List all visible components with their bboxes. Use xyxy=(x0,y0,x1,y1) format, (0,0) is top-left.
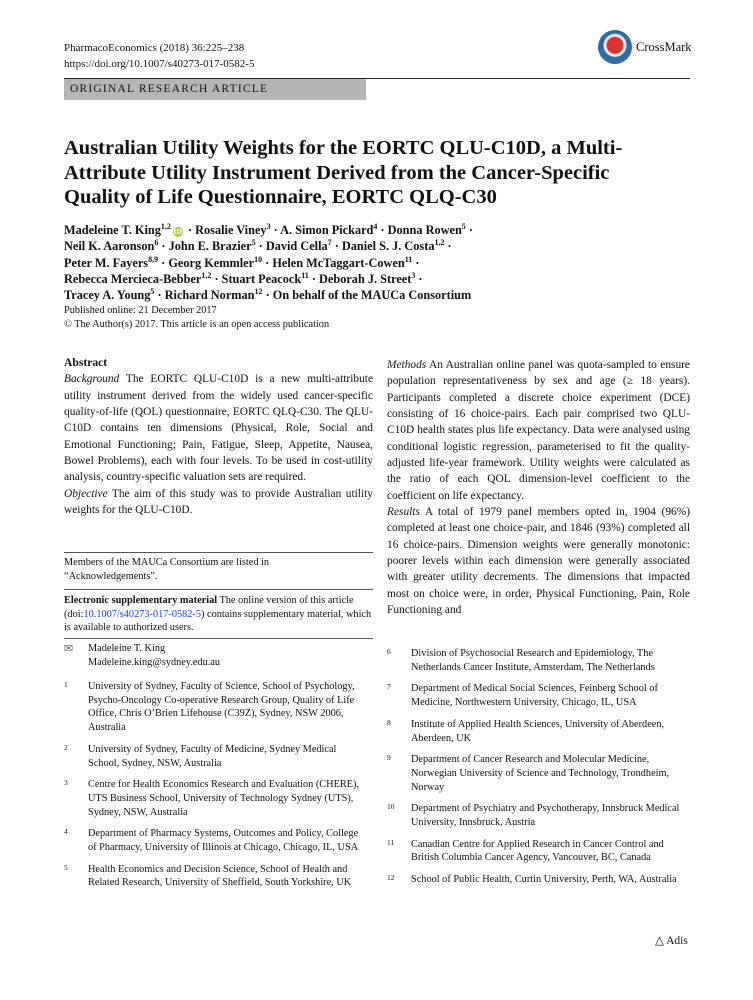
author xyxy=(342,239,445,253)
author xyxy=(266,239,332,253)
affiliation-text: Department of Medical Social Sciences, Feinberg School of Medicine, Northwestern University, Chicago, IL, USA xyxy=(411,683,658,709)
author xyxy=(165,288,263,302)
methods-label: Methods xyxy=(387,359,427,371)
author xyxy=(64,288,154,302)
author-list: Madeleine T. King$^{1,2}$iD · Rosalie Viney$^3$ · A. Simon Pickard$^4$ · Donna Rowen$^5$ · Neil K. Aaronson$^6$ · John E. Brazier$^5$ · David Cella$^7$ · Daniel S. J. Costa$^{1,2}$ · Peter M. Fayers$^{8,9}$ · Georg Kemmler$^{10}$ · Helen McTaggart-Cowen$^{11}$ · Rebecca Mercieca-Bebber$^{1,2}$ · Stuart Peacock$^{11}$ · Deborah J. Street$^3$ · Tracey A. Young$^5$ · Richard Norman$^{12}$ · On behalf of the MAUCa Consortium xyxy=(64,222,473,303)
affiliation-number: 5 xyxy=(64,862,68,872)
affiliation-text: Centre for Health Economics Research and Evaluation (CHERE), UTS Business School, University of Technology Sydney (UTS), Sydney, NSW, Australia xyxy=(88,779,360,818)
affiliation-number: 8 xyxy=(387,717,391,727)
affiliation-text: Health Economics and Decision Science, School of Health and Related Research, University of Sheffield, South Yorkshire, UK xyxy=(88,863,352,889)
author xyxy=(169,239,256,253)
author xyxy=(64,272,211,286)
author-affiliation-ref[interactable]: 1,2 xyxy=(434,238,445,248)
author-affiliation-ref[interactable]: 1,2 xyxy=(201,270,212,280)
affiliation-text: School of Public Health, Curtin University, Perth, WA, Australia xyxy=(411,874,677,886)
author-affiliation-ref[interactable]: 3 xyxy=(411,270,416,280)
background-label: Background xyxy=(64,373,120,386)
author-affiliation-ref[interactable]: 10 xyxy=(254,254,263,264)
affiliation xyxy=(64,778,364,819)
author-name: Stuart Peacock xyxy=(221,271,302,286)
affiliations-right xyxy=(387,647,687,895)
author-affiliation-ref[interactable]: 8,9 xyxy=(148,254,159,264)
publisher-name: Adis xyxy=(666,935,688,947)
corresponding-name: Madeleine T. King xyxy=(88,643,166,654)
author xyxy=(273,288,471,302)
author-name: Deborah J. Street xyxy=(319,271,412,286)
objective-text: The aim of this study was to provide Australian utility weights for the QLU-C10D. xyxy=(64,487,373,517)
author-affiliation-ref[interactable]: 6 xyxy=(154,238,159,248)
affiliation xyxy=(64,827,364,854)
publication-info xyxy=(64,304,329,331)
author-affiliation-ref[interactable]: 5 xyxy=(251,238,256,248)
author xyxy=(168,256,262,270)
esm-label: Electronic supplementary material xyxy=(64,595,218,606)
affiliation-text: Department of Pharmacy Systems, Outcomes and Policy, College of Pharmacy, University of Illinois at Chicago, Chicago, IL, USA xyxy=(88,828,359,854)
corresponding-email[interactable]: Madeleine.king@sydney.edu.au xyxy=(88,656,221,668)
affiliation xyxy=(387,753,687,794)
affiliation-number: 3 xyxy=(64,778,68,788)
author xyxy=(388,223,466,237)
background-text: The EORTC QLU-C10D is a new multi-attribute utility instrument derived from the widely used cancer-specific quality-of-life (QOL) questionnaire, EORTC QLQ-C30. The QLU-C10D contains ten dimensions (Physical, Role, Social and Emotional Functioning; Pain, Fatigue, Sleep, Appetite, Nausea, Bowel Problems), each with four levels. To be used in cost-utility analysis, country-specific valuation sets are required. xyxy=(64,373,373,484)
author-name: A. Simon Pickard xyxy=(280,223,374,237)
author-affiliation-ref[interactable]: 7 xyxy=(327,238,332,248)
author-name: Madeleine T. King xyxy=(64,223,161,237)
objective-label: Objective xyxy=(64,487,108,500)
author-affiliation-ref[interactable]: 1,2 xyxy=(160,222,171,231)
affiliation-text: Department of Cancer Research and Molecular Medicine, Norwegian University of Science and Technology, Trondheim, Norway xyxy=(411,754,670,793)
author-name: Georg Kemmler xyxy=(168,255,255,270)
author-affiliation-ref[interactable]: 5 xyxy=(461,222,466,231)
affiliation-number: 2 xyxy=(64,742,68,752)
esm-doi-link[interactable]: 10.1007/s40273-017-0582-5 xyxy=(83,608,202,620)
affiliation-number: 9 xyxy=(387,753,391,763)
affiliation-text: University of Sydney, Faculty of Science, School of Psychology, Psycho-Oncology Co-operative Research Group, Quality of Life Office, Chris O’Brien Lifehouse (C39Z), Sydney, NSW 2006, Australia xyxy=(88,681,355,734)
author-affiliation-ref[interactable]: 3 xyxy=(266,222,271,231)
author-affiliation-ref[interactable]: 5 xyxy=(150,287,155,297)
author-name: Neil K. Aaronson xyxy=(64,239,155,254)
affiliation xyxy=(387,718,687,745)
divider xyxy=(64,638,373,639)
abstract-heading: Abstract xyxy=(64,356,108,369)
article-type-banner: ORIGINAL RESEARCH ARTICLE xyxy=(64,79,366,100)
author-affiliation-ref[interactable]: 12 xyxy=(254,287,263,297)
affiliation-number: 11 xyxy=(387,837,395,847)
author-name: John E. Brazier xyxy=(168,239,252,254)
abstract-results xyxy=(387,504,690,618)
doi-link[interactable]: https://doi.org/10.1007/s40273-017-0582-5 xyxy=(64,58,255,70)
affiliation xyxy=(387,838,687,865)
author-name: Helen McTaggart-Cowen xyxy=(272,255,405,270)
abstract-background xyxy=(64,371,373,485)
author-name: Daniel S. J. Costa xyxy=(341,239,435,254)
abstract-objective xyxy=(64,486,373,519)
published-date: Published online: 21 December 2017 xyxy=(64,305,217,316)
author xyxy=(280,223,377,237)
adis-triangle-icon: △ xyxy=(655,933,664,947)
affiliation-text: Division of Psychosocial Research and Epidemiology, The Netherlands Cancer Institute, Amsterdam, The Netherlands xyxy=(411,648,655,673)
author-affiliation-ref[interactable]: 11 xyxy=(404,254,413,264)
affiliation xyxy=(64,743,364,770)
author xyxy=(272,256,412,270)
author xyxy=(222,272,309,286)
divider xyxy=(64,552,373,553)
author-name: Richard Norman xyxy=(164,288,255,303)
publisher-logo xyxy=(655,933,688,947)
affiliations-left xyxy=(64,680,364,898)
orcid-icon[interactable]: iD xyxy=(173,228,183,236)
author-name: On behalf of the MAUCa Consortium xyxy=(272,288,472,303)
affiliation-number: 10 xyxy=(387,802,395,812)
affiliation-text: Canadian Centre for Applied Research in Cancer Control and British Columbia Cancer Agency, Vancouver, BC, Canada xyxy=(411,838,664,864)
affiliation xyxy=(387,682,687,709)
corresponding-author xyxy=(64,642,373,669)
author-name: Peter M. Fayers xyxy=(64,255,149,270)
affiliation-number: 6 xyxy=(387,647,391,656)
author-name: Rosalie Viney xyxy=(195,223,267,237)
affiliation xyxy=(64,680,364,735)
envelope-icon: ✉ xyxy=(64,642,74,655)
affiliation-text: Department of Psychiatry and Psychotherapy, Innsbruck Medical University, Innsbruck, Austria xyxy=(411,803,680,829)
author xyxy=(195,223,270,237)
crossmark-label: CrossMark xyxy=(636,39,692,54)
author-affiliation-ref[interactable]: 11 xyxy=(301,270,309,280)
abstract-right xyxy=(387,357,690,619)
affiliation-text: University of Sydney, Faculty of Medicine, Sydney Medical School, Sydney, NSW, Australia xyxy=(88,743,337,769)
affiliation-number: 4 xyxy=(64,827,68,837)
crossmark-icon xyxy=(598,30,632,64)
journal-header xyxy=(64,40,254,72)
abstract-methods xyxy=(387,357,690,504)
esm-text: The online version of this article (doi: xyxy=(64,595,354,620)
divider xyxy=(64,589,373,590)
author-name: Donna Rowen xyxy=(387,223,462,237)
affiliation-number: 12 xyxy=(387,873,395,883)
author xyxy=(64,223,185,237)
author-name: Rebecca Mercieca-Bebber xyxy=(64,271,202,286)
results-text: A total of 1979 panel members opted in, 1904 (96%) completed at least one choice-pair, and 1846 (93%) completed all 16 choice-pairs. Dimension weights were generally monotonic: poorer levels within each dimension were generally associated with greater utility decrements. The dimensions that impacted most on choice were, in order, Physical Functioning, Pain, Role Functioning and xyxy=(387,506,690,617)
author-affiliation-ref[interactable]: 4 xyxy=(373,222,378,231)
author-name: Tracey A. Young xyxy=(64,288,151,303)
esm-note xyxy=(64,594,373,635)
affiliation-number: 7 xyxy=(387,682,391,692)
esm-text-end: ) contains supplementary material, which is available to authorized users. xyxy=(64,608,372,634)
affiliation xyxy=(64,863,364,890)
affiliation xyxy=(387,802,687,829)
author xyxy=(64,256,158,270)
article-title: Australian Utility Weights for the EORTC QLU-C10D, a Multi-Attribute Utility Instrument Derived from the Cancer-Specific Quality of Life Questionnaire, EORTC QLQ-C30 xyxy=(64,137,623,208)
affiliation xyxy=(387,647,687,674)
journal-citation: PharmacoEconomics (2018) 36:225–238 xyxy=(64,42,245,54)
consortium-note: Members of the MAUCa Consortium are listed in “Acknowledgements”. xyxy=(64,557,270,582)
affiliation xyxy=(387,873,687,887)
author-name: David Cella xyxy=(265,239,328,254)
abstract-left xyxy=(64,355,373,518)
affiliation-number: 1 xyxy=(64,680,68,689)
affiliation-text: Institute of Applied Health Sciences, University of Aberdeen, Aberdeen, UK xyxy=(411,718,665,744)
methods-text: An Australian online panel was quota-sampled to ensure population representativeness by sex and age (≥ 18 years). Participants completed a discrete choice experiment (DCE) consisting of 16 choice-pairs. Each pair comprised two QLU-C10D health states plus life expectancy. Data were analysed using conditional logistic regression, parameterised to fit the quality-adjusted life-year framework. Utility weights were calculated as the ratio of each QOL dimension-level coefficient to the coefficient on life expectancy. xyxy=(387,359,690,502)
author xyxy=(64,239,158,253)
copyright: © The Author(s) 2017. This article is an open access publication xyxy=(64,318,330,330)
author xyxy=(319,272,415,286)
crossmark-button[interactable] xyxy=(598,30,692,64)
results-label: Results xyxy=(387,506,420,519)
